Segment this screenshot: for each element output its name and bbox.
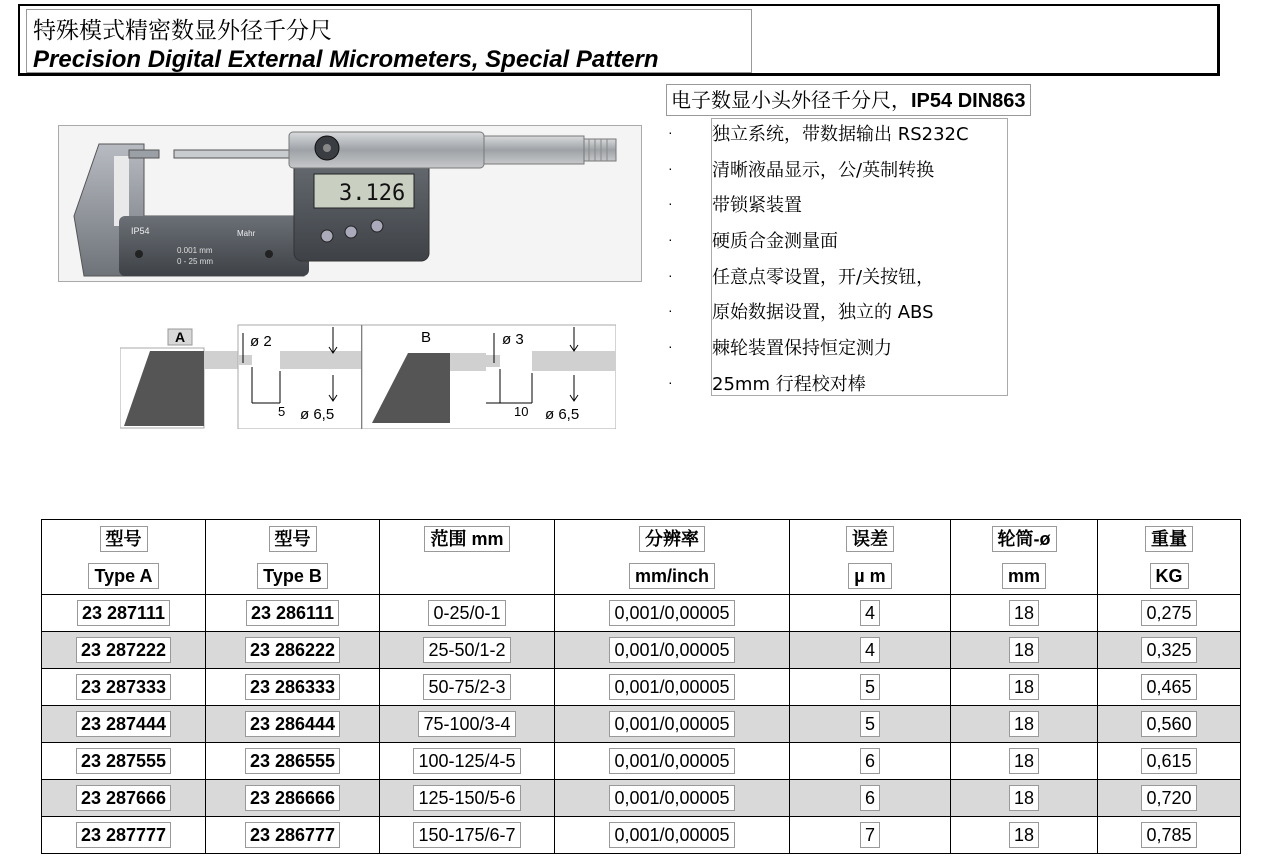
diagram-a-label: A	[174, 329, 186, 345]
cell-weight	[1098, 595, 1241, 632]
cell-value: 23 287777	[76, 822, 171, 848]
cell-value: 18	[1009, 748, 1039, 774]
bullet-icon: ·	[668, 302, 673, 319]
feature-text: 25mm 行程校对棒	[712, 373, 866, 395]
table-row	[42, 669, 1241, 706]
header-thimble-cn: 轮筒-ø	[951, 520, 1098, 559]
cell-type-a	[42, 706, 206, 743]
cell-weight	[1098, 706, 1241, 743]
table-row	[42, 817, 1241, 854]
diagram-a-spindle-dia: ø 6,5	[300, 406, 335, 423]
cell-value: 0,001/0,00005	[609, 711, 734, 737]
title-inner-box	[26, 9, 752, 73]
cell-thimble-dia	[951, 632, 1098, 669]
cell-error	[790, 632, 951, 669]
header-weight-cn: 重量	[1098, 520, 1241, 559]
cell-value: 0,001/0,00005	[609, 674, 734, 700]
cell-resolution	[555, 780, 790, 817]
cell-value: 100-125/4-5	[413, 748, 520, 774]
cell-value: 0,001/0,00005	[609, 748, 734, 774]
cell-weight	[1098, 632, 1241, 669]
diagram-b	[362, 325, 616, 429]
bullet-icon: ·	[668, 266, 673, 283]
table-row	[42, 595, 1241, 632]
product-photo	[58, 125, 642, 282]
header-type-b-cn: 型号	[206, 520, 380, 559]
header-type-a: Type A	[42, 558, 206, 595]
feature-text: 独立系统，带数据输出 RS232C	[712, 124, 969, 145]
title-banner	[18, 4, 1220, 76]
cell-value: 18	[1009, 711, 1039, 737]
cell-range	[380, 706, 555, 743]
cell-value: 0,615	[1141, 748, 1196, 774]
cell-value: 4	[860, 600, 880, 626]
cell-type-a	[42, 632, 206, 669]
cell-range	[380, 817, 555, 854]
cell-value: 0,001/0,00005	[609, 637, 734, 663]
diagram-b-tip-dia: ø 3	[502, 331, 524, 348]
diagram-b-spindle-dia: ø 6,5	[545, 406, 580, 423]
cell-value: 23 287444	[76, 711, 171, 737]
table-row	[42, 632, 1241, 669]
cell-weight	[1098, 780, 1241, 817]
brand-label: Mahr	[237, 229, 256, 238]
cell-type-b	[206, 743, 380, 780]
cell-resolution	[555, 817, 790, 854]
table-row	[42, 780, 1241, 817]
cell-range	[380, 669, 555, 706]
cell-value: 23 286222	[245, 637, 340, 663]
cell-type-b	[206, 632, 380, 669]
lcd-value: 3.126	[339, 181, 406, 206]
cell-value: 6	[860, 785, 880, 811]
header-error-cn: 误差	[790, 520, 951, 559]
bullet-icon: ·	[668, 373, 673, 390]
cell-value: 23 286666	[245, 785, 340, 811]
cell-value: 125-150/5-6	[413, 785, 520, 811]
cell-type-a	[42, 743, 206, 780]
cell-resolution	[555, 595, 790, 632]
cell-type-b	[206, 669, 380, 706]
cell-resolution	[555, 743, 790, 780]
cell-type-a	[42, 595, 206, 632]
cell-value: 23 287333	[76, 674, 171, 700]
cell-value: 18	[1009, 637, 1039, 663]
header-range: 范围 mm	[380, 520, 555, 559]
title-chinese: 特殊模式精密数显外径千分尺	[33, 18, 332, 44]
cell-resolution	[555, 669, 790, 706]
header-type-a-cn: 型号	[42, 520, 206, 559]
header-thimble-unit: mm	[951, 558, 1098, 595]
cell-error	[790, 780, 951, 817]
feature-text: 硬质合金测量面	[712, 231, 838, 253]
cell-value: 23 286555	[245, 748, 340, 774]
cell-value: 0,720	[1141, 785, 1196, 811]
diagram-b-tip-len: 10	[514, 404, 529, 419]
cell-value: 18	[1009, 822, 1039, 848]
cell-value: 23 287666	[76, 785, 171, 811]
header-error-unit: µ m	[790, 558, 951, 595]
feature-text: 任意点零设置，开/关按钮，	[712, 266, 935, 288]
cell-range	[380, 632, 555, 669]
cell-weight	[1098, 743, 1241, 780]
cell-type-b	[206, 780, 380, 817]
cell-value: 23 286444	[245, 711, 340, 737]
feature-text: 清晰液晶显示，公/英制转换	[712, 159, 935, 181]
tip-diagrams	[120, 323, 616, 429]
cell-value: 0,275	[1141, 600, 1196, 626]
header-resolution-cn: 分辨率	[555, 520, 790, 559]
table-body	[42, 595, 1241, 854]
header-resolution-unit: mm/inch	[555, 558, 790, 595]
cell-value: 7	[860, 822, 880, 848]
cell-thimble-dia	[951, 743, 1098, 780]
header-row-1	[42, 520, 1241, 559]
bullet-icon: ·	[668, 124, 673, 140]
cell-error	[790, 706, 951, 743]
cell-range	[380, 780, 555, 817]
cell-value: 23 287111	[77, 600, 170, 626]
resolution-label: 0.001 mm	[177, 246, 213, 255]
cell-thimble-dia	[951, 817, 1098, 854]
header-row-2	[42, 558, 1241, 595]
cell-type-b	[206, 817, 380, 854]
cell-thimble-dia	[951, 669, 1098, 706]
cell-value: 0,325	[1141, 637, 1196, 663]
cell-value: 150-175/6-7	[413, 822, 520, 848]
cell-type-b	[206, 595, 380, 632]
cell-value: 5	[860, 674, 880, 700]
cell-weight	[1098, 817, 1241, 854]
cell-value: 0-25/0-1	[428, 600, 505, 626]
cell-value: 18	[1009, 785, 1039, 811]
thimble	[484, 136, 584, 164]
micrometer-illustration	[59, 126, 641, 281]
subtitle-spec: IP54 DIN863	[911, 90, 1026, 112]
header-weight-unit: KG	[1098, 558, 1241, 595]
cell-type-b	[206, 706, 380, 743]
bullet-icon: ·	[668, 195, 673, 212]
subtitle	[666, 84, 1031, 116]
cell-type-a	[42, 669, 206, 706]
ip-label: IP54	[131, 226, 150, 236]
diagram-a-tip-len: 5	[278, 404, 286, 419]
feature-text: 带锁紧装置	[712, 195, 802, 217]
cell-value: 25-50/1-2	[423, 637, 510, 663]
cell-value: 5	[860, 711, 880, 737]
bullet-icon: ·	[668, 159, 673, 176]
cell-thimble-dia	[951, 706, 1098, 743]
header-range-unit	[380, 558, 555, 595]
cell-type-a	[42, 780, 206, 817]
cell-resolution	[555, 706, 790, 743]
cell-value: 0,001/0,00005	[609, 822, 734, 848]
subtitle-cn: 电子数显小头外径千分尺，	[671, 88, 911, 112]
table-row	[42, 706, 1241, 743]
feature-text: 棘轮装置保持恒定测力	[712, 338, 892, 360]
cell-error	[790, 817, 951, 854]
diagram-a	[120, 325, 362, 429]
bullet-icon: ·	[668, 338, 673, 355]
header-type-b: Type B	[206, 558, 380, 595]
cell-value: 23 286111	[246, 600, 339, 626]
anvil	[129, 150, 159, 158]
spindle	[174, 150, 294, 158]
cell-value: 18	[1009, 600, 1039, 626]
cell-value: 6	[860, 748, 880, 774]
cell-value: 4	[860, 637, 880, 663]
range-label: 0 - 25 mm	[177, 257, 214, 266]
cell-value: 0,785	[1141, 822, 1196, 848]
diagram-a-tip-dia: ø 2	[250, 333, 272, 350]
spec-table	[41, 519, 1241, 854]
cell-value: 75-100/3-4	[418, 711, 515, 737]
cell-type-a	[42, 817, 206, 854]
cell-value: 23 287222	[76, 637, 171, 663]
cell-value: 0,465	[1141, 674, 1196, 700]
title-english: Precision Digital External Micrometers, Special Pattern	[33, 46, 659, 73]
cell-error	[790, 669, 951, 706]
cell-value: 0,560	[1141, 711, 1196, 737]
bullet-icon: ·	[668, 231, 673, 248]
cell-value: 18	[1009, 674, 1039, 700]
table-row	[42, 743, 1241, 780]
diagram-b-label: B	[420, 329, 432, 346]
cell-resolution	[555, 632, 790, 669]
cell-value: 50-75/2-3	[423, 674, 510, 700]
feature-text: 原始数据设置，独立的 ABS	[712, 302, 934, 324]
cell-weight	[1098, 669, 1241, 706]
cell-error	[790, 743, 951, 780]
body-plate	[119, 216, 309, 276]
cell-value: 23 287555	[76, 748, 171, 774]
cell-error	[790, 595, 951, 632]
cell-value: 0,001/0,00005	[609, 785, 734, 811]
cell-thimble-dia	[951, 595, 1098, 632]
cell-value: 0,001/0,00005	[609, 600, 734, 626]
cell-range	[380, 595, 555, 632]
cell-range	[380, 743, 555, 780]
cell-value: 23 286777	[245, 822, 340, 848]
cell-thimble-dia	[951, 780, 1098, 817]
cell-value: 23 286333	[245, 674, 340, 700]
